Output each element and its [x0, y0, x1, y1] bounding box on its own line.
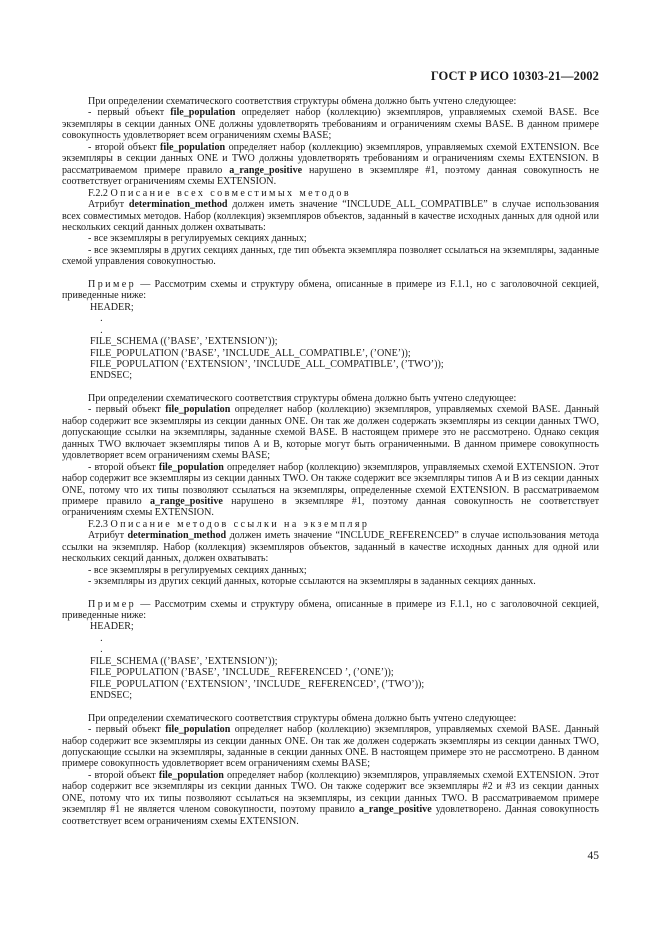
- section-heading-f223: F.2.3 Описание методов ссылки на экземпляр: [88, 518, 370, 530]
- list-item: - экземпляры из других секций данных, которые ссылаются на экземпляры в заданных секциях данных.: [88, 576, 536, 588]
- paragraph: При определении схематического соответствия структуры обмена должно быть учтено следующее:: [88, 96, 517, 107]
- paragraph: Атрибут determination_method должен иметь значение “INCLUDE_REFERENCED” в случае использования метода ссылки на экземпляр. Набор (коллекция) экземпляров объектов, заданный в качестве исходных данных для одной или нескольких секций данных, должен охватывать:: [62, 530, 599, 565]
- list-item: - все экземпляры в других секциях данных, где тип объекта экземпляра позволяет ссылаться на экземпляры, заданные схемой управления совокупностью.: [62, 244, 599, 268]
- list-item: - все экземпляры в регулируемых секциях данных;: [88, 564, 307, 576]
- list-item: - второй объект file_population определяет набор (коллекцию) экземпляров, управляемых схемой EXTENSION. Все экземпляры в секции данных ONE и TWO должны удовлетворять требованиям и ограничениям схемы EXTENSION. В рассматриваемом примере правило a_range_positive нарушено в экземпляре #1, поэтому данная совокупность не соответствует ограничениям схемы EXTENSION.: [62, 141, 599, 188]
- page-content: [62, 96, 599, 827]
- document-header: ГОСТ Р ИСО 10303-21—2002: [430, 69, 599, 83]
- list-item: - первый объект file_population определяет набор (коллекцию) экземпляров, управляемых схемой BASE. Данный набор содержит все экземпляры из секции данных ONE. Он так же должен содержать экземпляры из секции данных TWO, допускающие ссылки на экземпляры, заданные схемой BASE. В настоящем примере это не рассмотрено. Однако секция данных TWO включает экземпляры типов A и B, которые могут быть ограниченными. В данном примере совокупность удовлетворяет всем ограничениям схемы BASE;: [62, 404, 600, 462]
- section-heading-f222: F.2.2 Описание всех совместимых методов: [88, 187, 352, 199]
- list-item: - первый объект file_population определяет набор (коллекцию) экземпляров, управляемых схемой BASE. Все экземпляры в секции данных ONE должны удовлетворять требованиям и ограничениям схемы BASE. В данном примере совокупность удовлетворяет всем ограничениям схемы BASE;: [62, 107, 599, 142]
- list-item: - первый объект file_population определяет набор (коллекцию) экземпляров, управляемых схемой BASE. Данный набор содержит все экземпляры из секции данных ONE. Он так же должен содержать экземпляры из секции данных TWO, допускающие ссылки на экземпляры, заданные в секции данных ONE. В настоящем примере это не рассмотрено. В данном примере совокупность удовлетворяет всем ограничениям схемы BASE;: [62, 724, 600, 770]
- paragraph: При определении схематического соответствия структуры обмена должно быть учтено следующее:: [88, 712, 517, 724]
- code-block: HEADER; . . FILE_SCHEMA ((’BASE’, ’EXTENSION’)); FILE_POPULATION (’BASE’, ’INCLUDE_ REFERENCED ’, (’ONE’)); FILE_POPULATION (’EXTENSION’, ’INCLUDE_ REFERENCED’, (’TWO’)); ENDSEC;: [90, 621, 425, 702]
- paragraph: Атрибут determination_method должен иметь значение “INCLUDE_ALL_COMPATIBLE” в случае использования всех совместимых методов. Набор (коллекция) экземпляров объектов, заданный в качестве исходных данных для одной или нескольких секций данных должен охватывать:: [62, 199, 599, 233]
- page-number: 45: [587, 850, 599, 862]
- list-item: - второй объект file_population определяет набор (коллекцию) экземпляров, управляемых схемой EXTENSION. Этот набор содержит все экземпляры из секции данных TWO. Он также содержит все экземпляры #2 и #3 из секции данных ONE, потому что их типы позволяют ссылаться на экземпляры, из секции данных TWO. В рассматриваемом примере экземпляр #1 не является членом совокупности, поэтому правило a_range_positive удовлетворено. Данная совокупность соответствует всем ограничениям схемы EXTENSION.: [62, 769, 599, 827]
- example-intro: Пример — Рассмотрим схемы и структуру обмена, описанные в примере из F.1.1, но с заголовочной секцией, приведенные ниже:: [62, 278, 599, 302]
- list-item: - все экземпляры в регулируемых секциях данных;: [88, 233, 307, 245]
- list-item: - второй объект file_population определяет набор (коллекцию) экземпляров, управляемых схемой EXTENSION. Этот набор содержит все экземпляры из секции данных TWO. Он также содержит все экземпляры типов A и B из секции данных ONE, потому что их типы позволяют ссылаться на экземпляры, определенные схемой EXTENSION. В рассматриваемом примере правило a_range_positive нарушено в экземпляре #1, поэтому данная совокупность не соответствует ограничениям схемы EXTENSION.: [62, 461, 599, 519]
- paragraph: При определении схематического соответствия структуры обмена должно быть учтено следующее:: [88, 392, 517, 404]
- code-block: HEADER; . . FILE_SCHEMA ((’BASE’, ’EXTENSION’)); FILE_POPULATION (’BASE’, ’INCLUDE_ALL_COMPATIBLE’, (’ONE’)); FILE_POPULATION (’EXTENSION’, ’INCLUDE_ALL_COMPATIBLE’, (’TWO’)); ENDSEC;: [90, 301, 444, 382]
- example-intro: Пример — Рассмотрим схемы и структуру обмена, описанные в примере из F.1.1, но с заголовочной секцией, приведенные ниже:: [62, 598, 599, 622]
